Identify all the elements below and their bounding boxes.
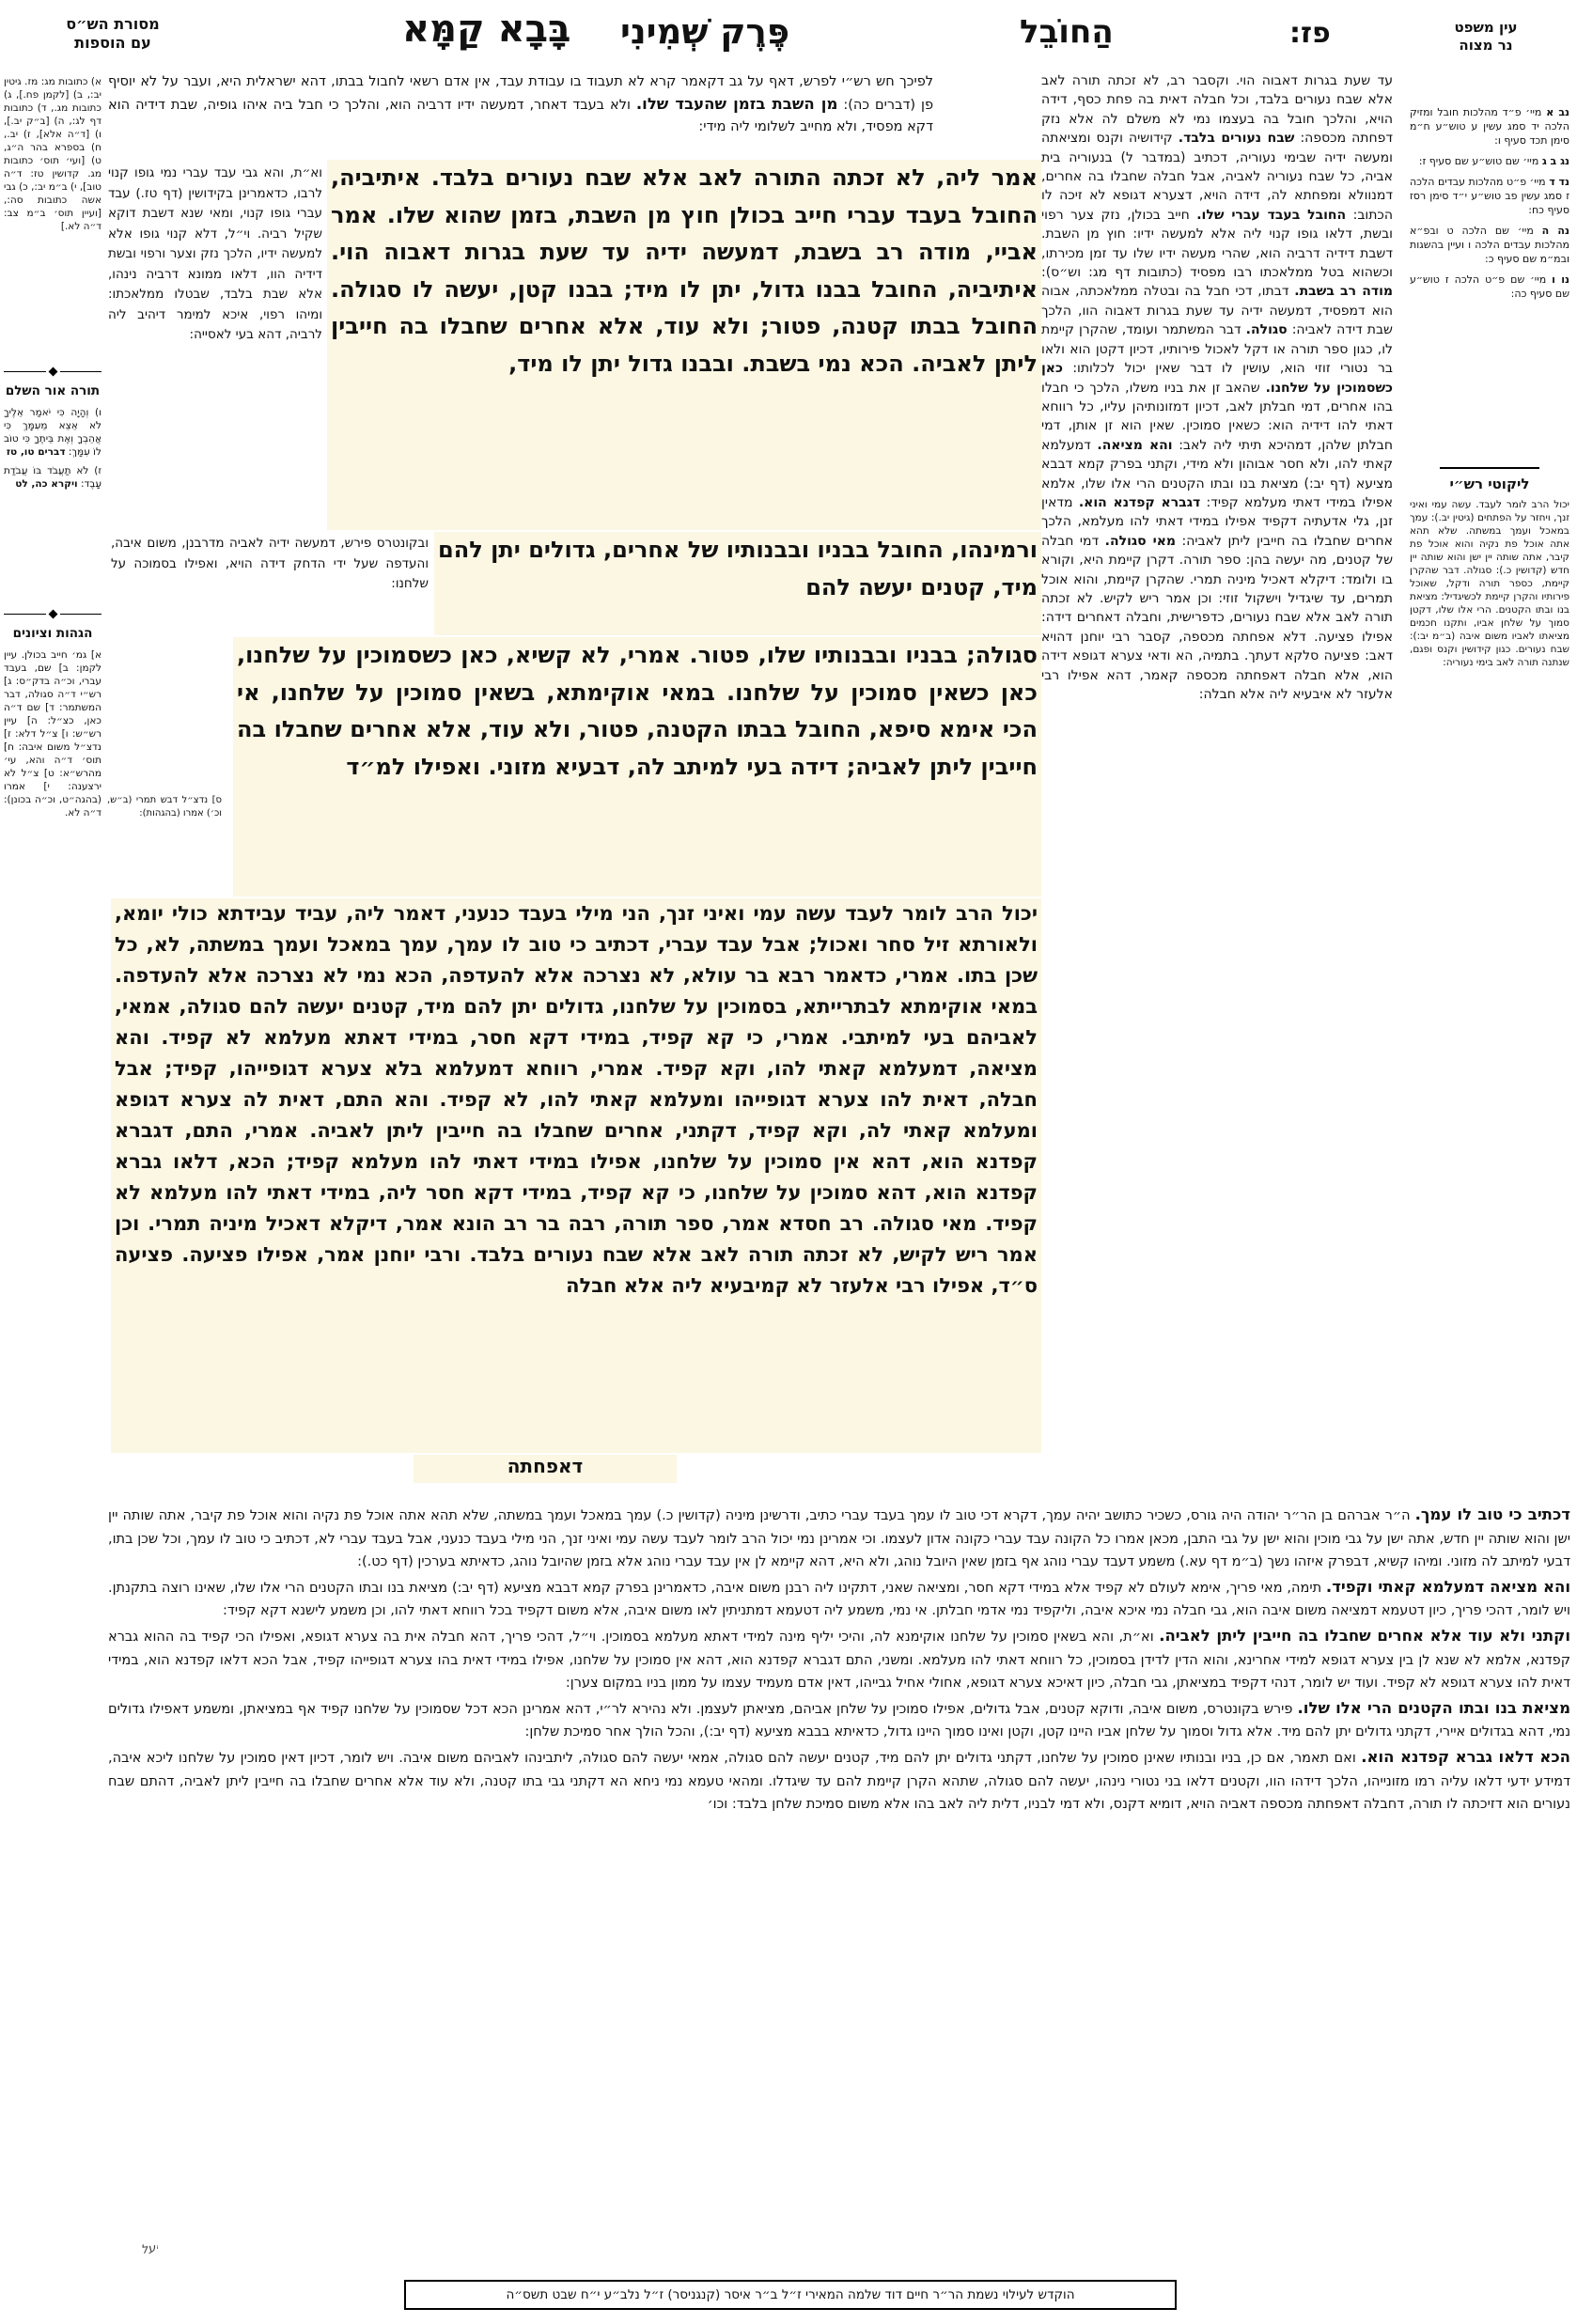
ein-mishpat-line1: עין משפט [1454,19,1518,36]
entry-text: מיי׳ שם פ״ט הלכה ז טוש״ע שם סעיף כה: [1410,273,1569,300]
tosafot-text: ולא בעבד דאחר, דמעשה ידיו דרביה הוא, והלכך כי חבל ביה איהו גופיה, שבת דידיה הוא דקא מפסיד, ולא מחייב לשלומי ליה מידי: [108,98,933,134]
margin-rule [1440,467,1539,469]
tosafot-text: תימה, מאי פריך, אימא לעולם לא קפיד אלא במידי דקא חסר, ומציאה שאני, דתקינו ליה רבנן משום איבה, כדאמרינן בפרק קמא דבבא מציעא (דף יב:) מציאת בנו ובתו הקטנים הרי אלו שלו, שאינו רוצה בתקנתן. ויש לומר, דהכי פריך, כיון דטעמא דמציאה משום איבה הוא, גבי חבלה נמי איכא איבה, וליקפיד נמי אדמי חבלתן. אי נמי, משמע ליה דטעמא דמתניתין לאו משום איבה, אלא משום דקפיד בכל רווחא דאתי להו, וכן משמע לישנא דקא קפיד: [108,1580,1570,1619]
ein-mishpat-title [1425,19,1547,55]
rashi-text: דמי חבלה של קטנים, מה יעשה בהן: ספר תורה. דקרן קיימת היא, וקורא בו ולומד: דיקלא דאכיל מיניה תמרי. שהקרן קיימת, והוא אוכל תמרים, עד שיגדיל וישקול זוזי: וכן אמר ריש לקיש. לא זכתה תורה לאב אלא שבח נעורים, כדפרישית, וחבלה דאחרים דידה: אפילו פציעה. דלא אפחתה מכספה, קסבר רבי יוחנן דהויא דאב: פציעה סלקא דעתך. בתמיה, הא ודאי צערא דגופא דידה הוא, אלא חבלה דאפחתה מכספה קאמר, דהא אפילו רבי אלעזר לא איבעיא ליה אלא חבלה: [1041,533,1393,702]
rashi-text: מדאין זנן, גלי אדעתיה דקפיד אפילו במידי דאתי להו מעלמא, הלכך אחרים שחבלו בה חייבין ליתן לאביה: [1041,494,1393,549]
rashi-dibbur: החובל בעבד עברי שלו. [1196,207,1347,223]
entry-lead: נד ד [1549,176,1569,188]
rashi-column [1041,71,1393,1464]
rashi-dibbur: מודה רב בשבת. [1294,284,1393,300]
rashi-text: קידושיה וקנס ומציאתה ומעשה ידיה שבימי נעוריה, דכתיב (במדבר ל) בנעוריה בית אביה, כל שבח נעוריה לאביה, אבל חבלה שחבלו בה אחרים, דמנוולא ומפחתא לה, דידה הויא, דצערא דגופא לא זיכה לו הכתוב: [1041,131,1393,223]
gemara-block-mid1: ורמינהו, החובל בבניו ובבנותיו של אחרים, גדולים יתן להם מיד, קטנים יעשה להם [434,532,1041,635]
ornament-divider [4,365,101,378]
gemara-block-wide: יכול הרב לומר לעבד עשה עמי ואיני זנך, הני מילי בעבד כנעני, דאמר ליה, עביד עבידתא כולי יומא, ולאורתא זיל סחר ואכול; אבל עבד עברי, דכתיב כי טוב לו עמך, עמך במאכל ועמך במשתה, לא, כל שכן בתו. אמרי, כדאמר רבא בר עולא, לא נצרכה אלא להעדפה, הכא נמי לא נצרכה אלא להעדפה. במאי אוקימתא לבתרייתא, בסמוכין על שלחנו, גדולים יתן להם מיד, קטנים יעשה להם סגולה, אמאי, לאביהם בעי למיתבי. אמרי, כי קא קפיד, במידי דקא חסר, במידי דאתא מעלמא לא קפיד. והא מציאה, דמעלמא קאתי להו, וקא קפיד. אמרי, רווחא דמעלמא בלא צערא דגופייהו, קפיד; אבל חבלה, דאית להו צערא דגופייהו ומעלמא קאתי להו, לא קפיד. והא התם, דאית לה צערא דגופא ומעלמא קאתי לה, וקא קפיד, דקתני, אחרים שחבלו בה חייבין ליתן לאביה. אמרי, התם, דגברא קפדנא הוא, דהא אין סמוכין על שלחנו, אפילו במידי דאתי להו מעלמא קפיד; הכא, דלאו גברא קפדנא הוא, דהא סמוכין על שלחנו, כי קא קפיד, במידי דקא חסר ליה, במידי דאתי להו מעלמא לא קפיד. מאי סגולה. רב חסדא אמר, ספר תורה, רבה בר רב הונא אמר, דיקלא דאכיל מיניה תמרי. וכן אמר ריש לקיש, לא זכתה תורה לאב אלא שבח נעורים בלבד. ורבי יוחנן אמר, אפילו פציעה. פציעה ס״ד, אפילו רבי אלעזר לא קמיבעיא ליה אלא חבלה [111,898,1041,1453]
rashi-dibbur: כאן כשסמוכין על שלחנו. [1041,361,1393,396]
tosafot-paragraph [108,1697,1570,1744]
entry-lead: נו ו [1552,273,1569,286]
rashi-dibbur: דגברא קפדנא הוא. [1078,494,1201,510]
tosafot-text: ה״ר אברהם בן הר״ר יהודה היה גורס, כשכיר כתושב יהיה עמך, דקרא דכי טוב לו עמך בעבד עברי כתיב, ודרשינן מיניה (קדושין כ.) עמך במאכל ועמך במשתה, שלא תהא אתה אוכל פת נקיה והוא אוכל פת קיבר, אתה שותה יין ישן והוא שותה יין חדש, אתה ישן על גבי מוכין והוא ישן על גבי התבן, מכאן אמרו כל הקונה עבד עברי כקונה אדון לעצמו. וכי אמרינן נמי יכול הרב לומר לעבד עשה עמי ואיני זנך, הני מילי בעבד כנעני, אבל בעבד עברי לא, דכתיב כי טוב לו עמך, וכל שכן בתו, דבעי למיתב לה מזוני. ומיהו קשיא, דבפרק איזהו נשך (ב״מ דף עא.) משמע דעבד עברי נוהג אף בזמן שאין היובל נוהג, ולא היא, דהא קיימא לן אין עבד עברי נוהג אלא בזמן שהיובל נוהג, כדאיתא בערכין (דף כט.): [108,1508,1570,1570]
torah-or-verse [4,406,101,459]
gemara-catchword: דאפחתה [414,1455,677,1483]
rashi-text: שהאב זן את בניו משלו, הלכך כי חבלו בהו אחרים, דמי חבלתן לאב, דכיון דמזונותיהן עליו, כל רווחא דאתי להו דידיה הוא: כשאין סמוכין. שאין הוא זן אותן, דמי חבלתן שלהן, דמהיכא תיתי ליה לאב: [1041,380,1393,453]
tosafot-text: פירש בקונטרס, משום איבה, ודוקא קטנים, אבל גדולים, אפילו סמוכין על שלחן אביהם, מציאתן לעצמן. ולא נהירא לר״י, דהא אמרינן הכא דכל שסמוכין על שלחנו קפיד אף במציאתן, ומשמע דאפילו גדולים נמי, דהא בגדולים איירי, דקתני גדולים יתן להם מיד. אלא גדול וסמוך על שלחן אביו היינו קטן, וקטן ואינו סמוך היינו גדול, כדאיתא בבבא מציעא (דף יב:), והכל הולך אחר סמיכת שלחן: [108,1701,1570,1740]
rashi-dibbur: שבח נעורים בלבד. [1178,131,1295,147]
entry-text: מיי׳ פ״ד מהלכות חובל ומזיק הלכה יד סמג עשין ע טוש״ע ח״מ סימן תכד סעיף ו: [1410,106,1569,147]
tosafot-dibbur: דכתיב כי טוב לו עמך. [1414,1505,1570,1523]
likutei-rashi-text: יכול הרב לומר לעבד. עשה עמי ואיני זנך, ויחזר על הפתחים (גיטין יב.): עמך במאכל ועמך במשתה. שלא תהא אתה אוכל פת נקיה והוא אוכל פת קיבר, אתה שותה יין ישן והוא שותה יין חדש (קדושין כ.): סגולה. דבר שהקרן קיימת, כספר תורה ודקל, שאוכל פירותיו והקרן קיימת לכשיגדיל: מציאת בנו ובתו הקטנים. הרי אלו שלו, דקטן סמוך על שלחן אביו, ותקנו חכמים מציאתו לאביו משום איבה (ב״מ יב:): שבח נעורים. כגון קידושין וקנס ופגם, שנתנה תורה לאב בימי נעוריה: [1410,499,1569,668]
ein-mishpat-line2: נר מצוה [1459,36,1513,54]
dedication-box [404,2280,1177,2310]
perek-number: פֶּרֶק שְׁמִינִי [620,11,790,52]
entry-text: מיי׳ פ״ט מהלכות עבדים הלכה ז סמג עשין פב טוש״ע י״ד סימן רסז סעיף כח: [1410,176,1569,216]
mesoret-hashas-refs: א) כתובות מג: מז. גיטין יב:, ב) [לקמן פח.], ג) כתובות מג., ד) כתובות דף לג:, ה) [ב״ק יב.], ו) [ד״ה אלא], ז) יב., ח) בספרא בהר ה״ג, ט) [ועי׳ תוס׳ כתובות מג. קדושין טז: ד״ה טוב], י) ב״מ יב:, כ) גבי אשה כתובות סה:, [ועיין תוס׳ ב״מ צב: ד״ה לא.] [4,76,101,232]
mesoret-title-line1: מסורת הש״ס [66,15,160,33]
tosafot-paragraph [108,1625,1570,1695]
verse-ref: דברים טו, טז [6,446,66,458]
rashi-text: עד שעת בגרות דאבוה הוי. וקסבר רב, לא זכתה תורה לאב אלא שבח נעורים בלבד, וכל חבלה דאית בה פחת כסף, דידה הויא, והלכך חובל בה בעצמו נמי לא משלם לה אלא נזק דפחתה מכספה: [1041,73,1393,147]
hagahot-margin-cluster: ס] נדצ״ל דבש תמרי (ב״ש, וכ׳) אמרו (בהגהות): [107,795,222,819]
entry-text: מיי׳ שם טוש״ע שם סעיף ז: [1418,155,1539,167]
tosafot-paragraph [108,1504,1570,1574]
entry-lead: נב א [1546,106,1569,118]
rashi-dibbur: סגולה. [1245,322,1288,338]
ornament-diamond-icon [48,367,57,376]
chapter-name: הַחוֹבֵל [1020,13,1114,51]
entry-lead: נג ב ג [1541,155,1569,167]
ein-mishpat-entry [1410,224,1569,266]
mesoret-title-line2: עם הוספות [74,34,151,52]
likutei-rashi-title: ליקוטי רש״י [1449,476,1530,492]
tosafot-dibbur: מציאת בנו ובתו הקטנים הרי אלו שלו. [1297,1698,1570,1717]
masechet-title: בָּבָא קַמָּא [402,8,571,51]
tosafot-column-2: ובקונטרס פירש, דמעשה ידיה לאביה מדרבנן, משום איבה, והעדפה שעל ידי הדחק דידה הויא, ואפילו בסמוכה על שלחנו: [111,536,429,591]
torah-or-title: תורה אור השלם [5,383,101,398]
ein-mishpat-entries [1410,105,1569,462]
gemara-block-top: אמר ליה, לא זכתה התורה לאב אלא שבח נעורים בלבד. איתיביה, החובל בעבד עברי חייב בכולן חוץ מן השבת, בזמן שהוא שלו. אמר אביי, מודה רב בשבת, דמעשה ידיה עד שעת בגרות דאבוה הוי. איתיביה, החובל בבנו גדול, יתן לו מיד; בבנו קטן, יעשה לו סגולה. החובל בבתו קטנה, פטור; ולא עוד, אלא אחרים שחבלו בה חייבין ליתן לאביה. הכא נמי בשבת. ובבנו גדול יתן לו מיד, [327,160,1041,530]
tosafot-text: ואם תאמר, אם כן, בניו ובנותיו שאינן סמוכין על שלחנו, דקתני גדולים יתן להם מיד, קטנים יעשה להם סגולה, אמאי יעשה להם סגולה, ליתבינהו לאביהם משום איבה. ויש לומר, דכיון דאין סמוכין על שלחנו ליכא איבה, דמידע ידעי דלאו עליה רמו מזונייהו, הלכך דידהו הוו, וקטנים דלאו בני נטורי נינהו, יעשה להם סגולה, שתהא הקרן קיימת להם עד שיגדלו. ומהאי טעמא נמי ניחא הא דקתני גבי בתו קטנה, ולא עוד אלא אחרים שחבלו בה חייבין ליתן לאביה, דהתם שבח נעורים הוא דזיכתה לו תורה, דחבלה דאפחתה מכספה דאביה הויא, דומיא דקנס, ולא דמי לבניו, דלית ליה לאב בהו אלא משום סמיכת שלחן בלבד: וכו׳ [108,1750,1570,1813]
tosafot-dibbur: וקתני ולא עוד אלא אחרים שחבלו בה חייבין ליתן לאביה. [1159,1626,1570,1645]
rashi-text: דמעלמא קאתי להו, ולא חסר אבוהון ולא מידי, וקתני בפרק קמא דבבא מציעא (דף יב:) מציאת בנו ובתו הקטנים הרי אלו שלו, אלמא אפילו במידי דאתי מעלמא קפיד: [1041,437,1393,510]
rashi-dibbur: והא מציאה. [1097,437,1173,453]
ein-mishpat-entry [1410,154,1569,168]
rashi-text: חייב בכולן, נזק צער רפוי ובשת, דלאו גופו קנוי ליה אלא למעשה ידיו: חוץ מן השבת. דשבת דידיה דרביה הוא, שהרי מעשה ידיו שלו עד זמן מכירתו, וכשהוא בטל ממלאכתו רבו מפסיד (כתובות דף מג: וש״ס): [1041,207,1393,281]
tosafot-paragraph [108,1576,1570,1623]
tosafot-dibbur: מן השבת בזמן שהעבד שלו. [635,95,838,113]
tosafot-column: וא״ת, והא גבי עבד עברי נמי גופו קנוי לרבו, כדאמרינן בקידושין (דף טז.) עבד עברי גופו קנוי, ומאי שנא דשבת דוקא שקיל רביה. וי״ל, דלא קנוי גופו אלא למעשה ידיו, הלכך נזק וצער ורפוי ובשת דידיה הוו, דלאו ממונא דרביה נינהו, אלא שבת בלבד, שבטלו ממלאכתו: ומיהו רפוי, איכא למימר דיהיב ליה לרביה, דהא בעי לאסייה: [108,165,322,342]
torah-or-verse [4,464,101,491]
tosafot-top-strip [108,71,933,160]
hagahot-items: א] גמ׳ חייב בכולן. עיין לקמן: ב] שם, בעבד עברי, וכ״ה בדק״ס: ג] רש״י ד״ה סגולה, דבר המשתמר: ד] שם ד״ה כאן, כצ״ל: ה] עיין רש״ש: ו] צ״ל דלא: ז] נדצ״ל משום איבה: ח] תוס׳ ד״ה והא, עי׳ מהרש״א: ט] צ״ל לא ירצענה: י] אמרו (בהגה״ט, וכ״ה בכונן): ד״ה לא. [4,649,101,819]
ein-mishpat-entry [1410,175,1569,217]
tosafot-bottom-section [108,1504,1570,2258]
ornament-divider [4,607,101,620]
entry-lead: נה ה [1541,225,1569,237]
tosafot-lead-text: לפיכך חש רש״י לפרש, דאף על גב דקאמר קרא לא תעבוד בו עבודת עבד, אין אדם רשאי לחבול בבתו, דהא ישראלית היא, ועבר על לא יוסיף פן (דברים כה): [108,74,933,113]
ein-mishpat-entry [1410,273,1569,301]
verse-text: ז) לֹא תַעֲבֹד בּוֹ עֲבֹדַת עָבֶד: [4,465,101,490]
torah-or-verses [4,406,101,600]
handwritten-mark: יעל [140,2240,160,2258]
verse-ref: ויקרא כה, לט [15,478,78,490]
hagahot-title: הגהות וציונים [12,626,93,641]
rashi-text: דבר המשתמר ועומד, שהקרן קיימת לו, כגון ספר תורה או דקל לאכול פירותיו, דכיון דקטן הוא ולאו בר נטורי זוזי הוא, עושין לו דבר שאין יכול לכלותו: [1041,322,1393,377]
entry-text: מיי׳ שם הלכה ט ובפ״א מהלכות עבדים הלכה ו ועיין בהשגות ובמ״מ שם סעיף כ: [1410,225,1569,265]
dedication-text: הוקדש לעילוי נשמת הר״ר חיים דוד שלמה המאירי ז״ל ב״ר איסר (קנגניסר) ז״ל נלב״ע י״ח שבט תשס״ה [506,2287,1075,2302]
tosafot-text: וא״ת, והא בשאין סמוכין על שלחנו אוקימנא לה, והיכי יליף מינה למידי דאתא מעלמא בסמוכין. וי״ל, דהכי פריך, דהא חבלה אית בה צערא דגופא, ואפילו הכי קפיד בה ההוא גברא קפדנא, אלמא לא שנא לן בין צערא דגופא למידי אחרינא, והוא הדין לדידן בסמוכין, כל רווחא דאתי להו מעלמא. ומשני, התם דגברא קפדנא הוא, דהא אין סמוכין על שלחנו, אפילו במידי דאית בהו צערא דגופייהו קפיד, אבל הכא דלאו קפדנא הוא, במידי דאית להו צערא דגופא לא קפיד. ועוד יש לומר, דנהי דקפיד במציאתן, גבי חבלה, כיון דאיכא צערא דגופא, אחולי אחיל גבייהו, דאין אדם מעמיד עצמו על ממון בניו במקום צערן: [108,1629,1570,1692]
daf-number: פז: [1289,17,1331,50]
tosafot-dibbur: הכא דלאו גברא קפדנא הוא. [1361,1747,1570,1766]
rashi-text: דבתו, דכי חבל בה ובטלה ממלאכתה, אבוה הוא דמפסיד, דמעשה ידיה עד שעת בגרות דאבוה הוו, הלכך שבת דידה לאביה: [1041,284,1393,338]
tosafot-paragraph [108,1746,1570,1817]
tosafot-dibbur: והא מציאה דמעלמא קאתי וקפיד. [1325,1577,1570,1596]
rashi-dibbur: מאי סגולה. [1104,533,1177,549]
gemara-block-mid2: סגולה; בבניו ובבנותיו שלו, פטור. אמרי, לא קשיא, כאן כשסמוכין על שלחנו, כאן כשאין סמוכין על שלחנו. במאי אוקימתא, בשאין סמוכין על שלחנו, אי הכי אימא סיפא, החובל בבתו הקטנה, פטור, ולא עוד, אלא אחרים שחבלו בה חייבין ליתן לאביה; דידה בעי למיתב לה, דבעיא מזוני. ואפילו למ״ד [233,637,1041,897]
ein-mishpat-entry [1410,105,1569,148]
ornament-diamond-icon [48,609,57,618]
mesoret-hashas-title [38,15,188,53]
verse-text: ו) וְהָיָה כִּי יֹאמַר אֵלֶיךָ לֹא אֵצֵא מֵעִמָּךְ כִּי אֲהֵבְךָ וְאֶת בֵּיתֶךָ כִּי טוֹב לוֹ עִמָּךְ: [4,407,101,458]
